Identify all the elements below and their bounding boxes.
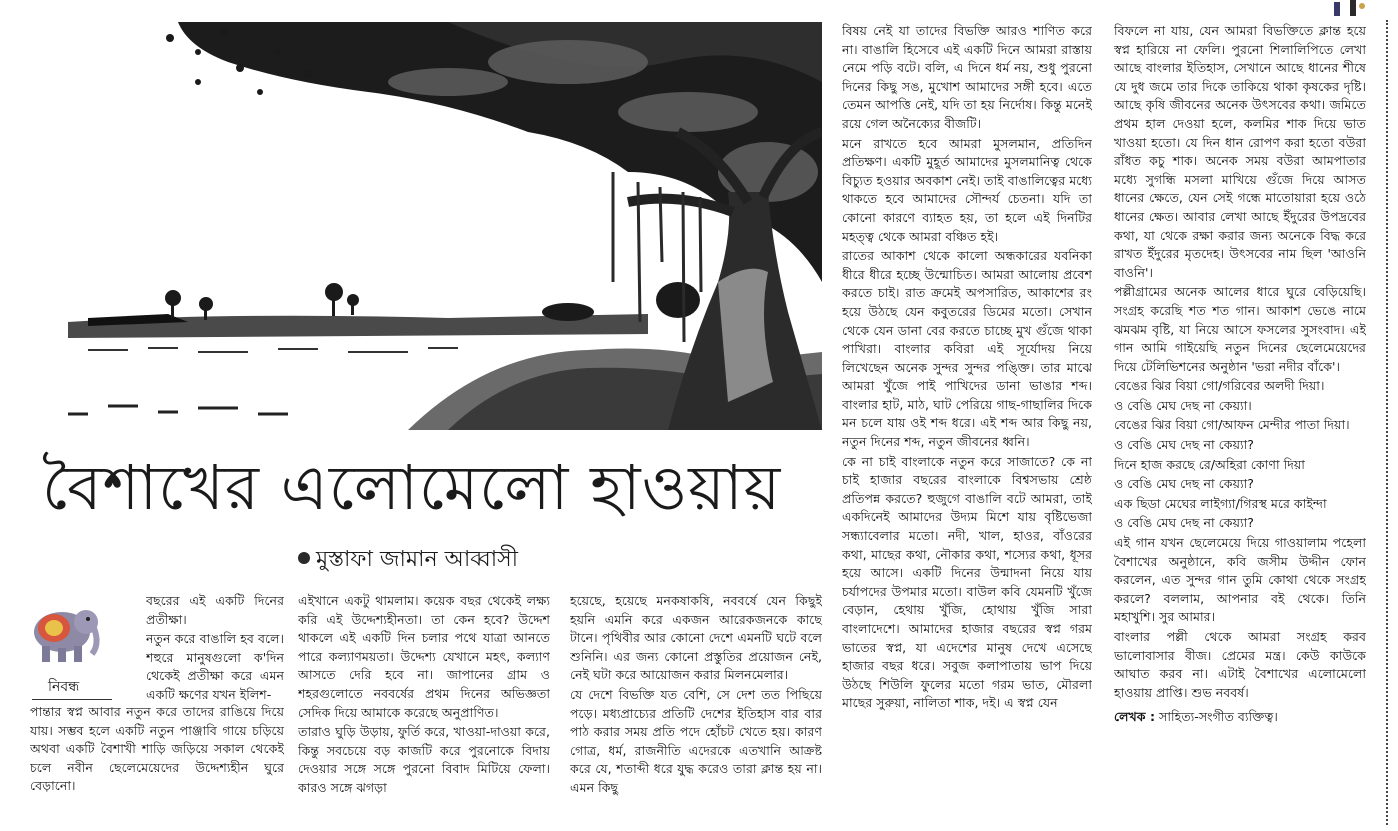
article-column-5 xyxy=(1114,22,1366,827)
song-line: বেঙের ঝির বিয়া গো/আফন মেন্দীর পাতা দিয়া। xyxy=(1114,417,1350,433)
elephant-icon xyxy=(24,592,102,670)
song-line: এক ছিডা মেঘের লাইগ্যা/গিরস্থ মরে কাইন্দা xyxy=(1114,495,1327,511)
author-label: লেখক : xyxy=(1114,709,1155,725)
article-column-4 xyxy=(842,22,1092,822)
article-column-2 xyxy=(298,592,550,822)
paragraph: এই গান যখন ছেলেমেয়ে দিয়ে গাওয়ালাম পহেলা বৈশাখের অনুষ্ঠানে, কবি জসীম উদ্দীন ফোন করলেন, এত সুন্দর গান তুমি কোথা থেকে সংগ্রহ করলে? বললাম, আপনার বই থেকে। তিনি মহাখুশি। সুর আমার। xyxy=(1114,535,1366,625)
section-divider xyxy=(32,699,112,700)
paragraph: পান্তার স্বপ্ন আবার নতুন করে তাদের রাঙিয়ে দিয়ে যায়। সম্ভব হলে একটি নতুন পাঞ্জাবি গায়ে চড়িয়ে অথবা একটি বৈশাখী শাড়ি জড়িয়ে সকাল থেকেই চলে নবীন ছেলেমেয়েদের উদ্দেশ্যহীন ঘুরে বেড়ানো। xyxy=(30,704,284,794)
paragraph: হয়েছে, হয়েছে মনকষাকষি, নববর্ষে যেন কিছুই হয়নি এমনি করে একজন আরেকজনকে কাছে টানে। পৃথিবীর আর কোনো দেশে এমনটি ঘটে বলে শুনিনি। এর জন্য কোনো প্রস্তুতির প্রয়োজন নেই, নেই ঘটা করে আয়োজন করার মিলনমেলার। xyxy=(570,593,822,683)
bullet-dot-icon xyxy=(298,552,310,564)
paragraph: যে দেশে বিভক্তি যত বেশি, সে দেশ তত পিছিয়ে পড়ে। মধ্যপ্রাচ্যের প্রতিটি দেশের ইতিহাস বার বার পাঠ করার সময় প্রতি পদে হোঁচট খেতে হয়। কারণ গোত্র, ধর্ম, রাজনীতি এদেরকে এতখানি আক্রষ্ট করে যে, শতাব্দী ধরে যুদ্ধ করেও তারা ক্লান্ত হয় না। এমন কিছু xyxy=(570,686,822,795)
paragraph: পল্লীগ্রামের অনেক আলের ধারে ঘুরে বেড়িয়েছি। সংগ্রহ করেছি শত শত গান। আকাশ ভেঙে নামে ঝমঝম বৃষ্টি, যা নিয়ে আসে ফসলের সুসংবাদ। এই গান আমি গাইয়েছি নতুন দিনের ছেলেমেয়েদের দিয়ে টেলিভিশনের অনুষ্ঠান 'ভরা নদীর বাঁকে'। xyxy=(1114,284,1366,374)
byline xyxy=(298,545,518,575)
paragraph: মনে রাখতে হবে আমরা মুসলমান, প্রতিদিন প্রতিক্ষণ। একটি মুহূর্ত আমাদের মুসলমানিত্ব থেকে বিচ্যুত হওয়ার অবকাশ নেই। তাই বাঙালিত্বের মধ্যে থাকতে হবে আমাদের সৌন্দর্য চেতনা। যদি তা কোনো কারণে ব্যাহত হয়, তা হলে এই দিনটির মহত্ত্ব থেকে আমরা বঞ্চিত হই। xyxy=(842,135,1092,244)
paragraph: রাতের আকাশ থেকে কালো অন্ধকারের যবনিকা ধীরে ধীরে হচ্ছে উন্মোচিত। আমরা আলোয় প্রবেশ করতে চাই। রাত ক্রমেই অপসারিত, আকাশের রং হয়ে উঠছে যেন কবুতরের ডিমের মতো। সেখান থেকে যেন ডানা বের করতে চাচ্ছে মুখ গুঁজে থাকা পাখিরা। বাংলার কবিরা এই সূর্যোদয় নিয়ে লিখেছেন অনেক সুন্দর সুন্দর পঙ্ক্তি। তার মাঝে আমরা খুঁজে পাই পাখিদের ডানা ভাঙার শব্দ। বাংলার হাট, মাঠ, ঘাট পেরিয়ে গাছ-গাছালির দিকে মন চলে যায় ওই শব্দ ধরে। এই শব্দ আর কিছু নয়, নতুন দিনের শব্দ, নতুন জীবনের ধ্বনি। xyxy=(842,248,1092,450)
paragraph: কে না চাই বাংলাকে নতুন করে সাজাতে? কে না চাই হাজার বছরের বাংলাকে বিশ্বসভায় শ্রেষ্ঠ প্রতিপন্ন করতে? হুজুগে বাঙালি বটে আমরা, তাই একদিনেই আমাদের উদ্যম মিশে যায় বৃষ্টিভেজা সন্ধ্যাবেলার মতো। নদী, খাল, হাওর, বাঁওরের কথা, মাছের কথা, নৌকার কথা, শস্যের কথা, ধূসর হয়ে আসে। একটি দিনের উন্মাদনা নিয়ে যায় চর্যাপদের উপমার মতো। বাউল কবি যেমনটি খুঁজে বেড়ান, হেথায় খুঁজি, হোথায় খুঁজি সারা বাংলাদেশে। আমাদের হাজার বছরের স্বপ্ন গরম ভাতের স্বপ্ন, যা এদেশের মানুষ দেখে এসেছে হাজার বছর ধরে। সবুজ কলাপাতায় ভাপ দিয়ে উঠছে শিউলি ফুলের মতো গরম ভাত, মৌরলা মাছের সুরুয়া, নালিতা শাক, দই। এ স্বপ্ন যেন xyxy=(842,453,1092,711)
article-column-3 xyxy=(570,592,822,822)
section-label: নিবন্ধ xyxy=(48,679,80,695)
song-line: ও বেঙি মেঘ দেছ না কেয়্যা? xyxy=(1114,476,1254,492)
article-column-1 xyxy=(146,592,284,704)
paragraph: বিফলে না যায়, যেন আমরা বিভক্তিতে ক্লান্ত হয়ে স্বপ্ন হারিয়ে না ফেলি। পুরনো শিলালিপিতে লেখা আছে বাংলার ইতিহাস, সেখানে আছে ধানের শীষে যে দুধ জমে তার দিকে তাকিয়ে থাকা কৃষকের দৃষ্টি। আছে কৃষি জীবনের অনেক উৎসবের কথা। জমিতে প্রথম হাল দেওয়া হলে, কলমির শাক দিয়ে ভাত খাওয়া হতো। যে দিন ধান রোপণ করা হতো বউরা রাঁধত কচু শাক। অনেক সময় বউরা আমপাতার মধ্যে সুগন্ধি মসলা মাখিয়ে গুঁজে দিয়ে আসত ধানের ক্ষেতে, যেন সেই গন্ধে মাতোয়ারা হয়ে ওঠে ধানের ক্ষেত। আবার লেখা আছে ইঁদুরের উপদ্রবের কথা, যা থেকে রক্ষা করার জন্য অনেকে বিদ্ধ করে রাখত ইঁদুরের মৃতদেহ। উৎসবের নাম ছিল 'আওনি বাওনি'। xyxy=(1114,23,1366,280)
paragraph: এইখানে একটু থামলাম। কয়েক বছর থেকেই লক্ষ্য করি এই উদ্দেশ্যহীনতা। তা কেন হবে? উদ্দেশ থাকলে এই একটি দিন চলার পথে যাত্রা আনতে পারে কল্যাণময়তা। উদ্দেশ্য যেখানে মহৎ, কল্যাণ আসতে দেরি হবে না। জাপানের গ্রাম ও শহরগুলোতে নববর্ষের প্রথম দিনের অভিজ্ঞতা সেদিক দিয়ে আমাকে করেছে অনুপ্রাণিত। xyxy=(298,593,550,720)
paragraph: তারাও ঘুড়ি উড়ায়, ফুর্তি করে, খাওয়া-দাওয়া করে, কিন্তু সবচেয়ে বড় কাজটি করে পুরনোকে বিদায় দেওয়ার সঙ্গে সঙ্গে পুরনো বিবাদ মিটিয়ে ফেলা। কারও সঙ্গে ঝগড়া xyxy=(298,724,550,795)
song-line: দিনে হাজ করছে রে/অহিরা কোণা দিয়া xyxy=(1114,456,1305,472)
song-line: ও বেঙি মেঘ দেছ না কেয়্যা? xyxy=(1114,437,1254,453)
paragraph: বাংলার পল্লী থেকে আমরা সংগ্রহ করব ভালোবাসার বীজ। প্রেমের মন্ত্র। কেউ কাউকে আঘাত করব না। এটাই বৈশাখের এলোমেলো হাওয়ায় প্রাপ্তি। শুভ নববর্ষ। xyxy=(1114,629,1366,700)
paragraph: বছরের এই একটি দিনের প্রতীক্ষা। xyxy=(146,593,284,627)
byline-author: মুস্তাফা জামান আব্বাসী xyxy=(316,547,519,572)
headline: বৈশাখের এলোমেলো হাওয়ায় xyxy=(42,451,782,524)
song-line: ও বেঙি মেঘ দেছ না কেয়্যা। xyxy=(1114,397,1252,413)
author-note xyxy=(1114,708,1366,727)
banyan-tree-illustration xyxy=(28,22,822,430)
paragraph: বিষয় নেই যা তাদের বিভক্তি আরও শাণিত করে না। বাঙালি হিসেবে এই একটি দিনে আমরা রাস্তায় নেমে পড়ি বটে। বলি, এ দিনে ধর্ম নয়, শুধু পুরনো দিনের কিছু সঙ, মুখোশ আমাদের সঙ্গী হবে। এতে তেমন আপত্তি নেই, যদি তা হয় নির্দোষ। কিন্তু মনেই রয়ে গেল অনৈক্যের বীজটি। xyxy=(842,23,1092,131)
song-line: বেঙের ঝির বিয়া গো/গরিবের অলদী দিয়া। xyxy=(1114,378,1325,394)
paragraph: নতুন করে বাঙালি হব বলে। শহুরে মানুষগুলো ক'দিন থেকেই প্রতীক্ষা করে এমন একটি ক্ষণের যখন ইলিশ- xyxy=(146,631,284,702)
decorative-figure-icon xyxy=(1328,0,1368,16)
column-divider xyxy=(1386,20,1388,825)
author-description: সাহিত্য-সংগীত ব্যক্তিত্ব। xyxy=(1159,709,1278,725)
song-line: ও বেঙি মেঘ দেছ না কেয়্যা? xyxy=(1114,515,1254,531)
article-column-1-full xyxy=(30,703,284,821)
